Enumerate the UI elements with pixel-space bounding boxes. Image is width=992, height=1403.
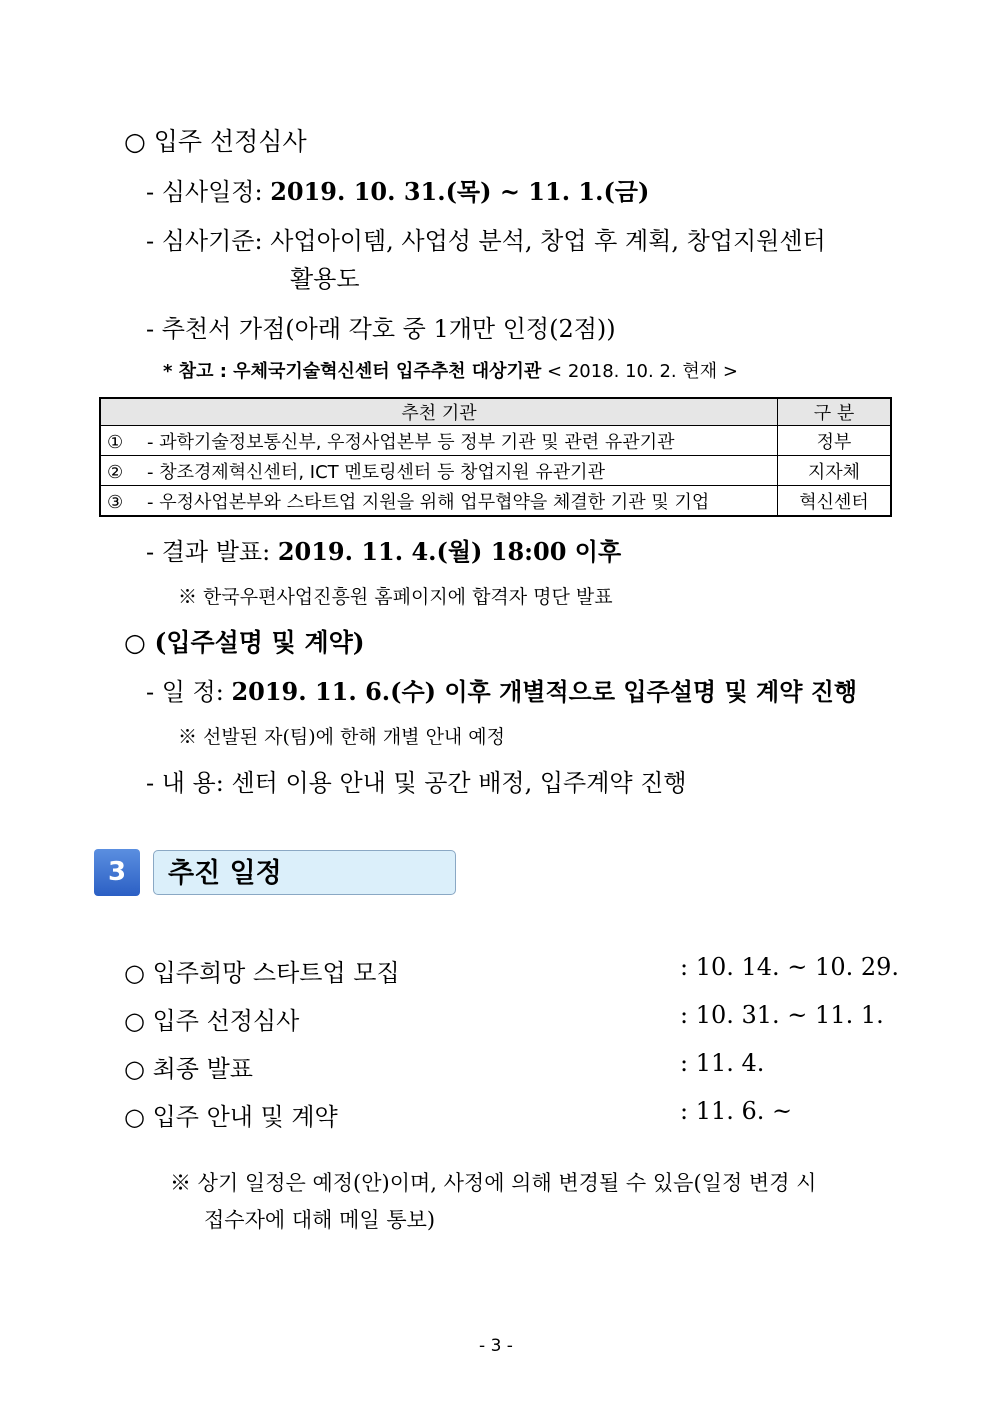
screening-criteria-label: - 심사기준: bbox=[146, 227, 271, 255]
table-row bbox=[100, 456, 891, 486]
screening-criteria-line2: 활용도 bbox=[290, 265, 360, 293]
screening-criteria bbox=[146, 221, 826, 256]
section-title: 추진 일정 bbox=[153, 850, 456, 895]
org-text: - 과학기술정보통신부, 우정사업본부 등 정부 기관 및 관련 유관기관 bbox=[147, 431, 675, 453]
schedule-item-date: : 10. 31. ~ 11. 1. bbox=[680, 1001, 884, 1029]
reference-title: * 참고 : 우체국기술혁신센터 입주추천 대상기관 bbox=[163, 361, 542, 382]
contract-note: ※ 선발된 자(팀)에 한해 개별 안내 예정 bbox=[178, 726, 506, 748]
screening-heading: ○ 입주 선정심사 bbox=[124, 127, 307, 156]
result-note: ※ 한국우편사업진흥원 홈페이지에 합격자 명단 발표 bbox=[178, 586, 613, 608]
contract-heading: ○ (입주설명 및 계약) bbox=[124, 628, 365, 657]
schedule-item-label: ○ 입주 선정심사 bbox=[124, 1007, 300, 1035]
screening-schedule-label: - 심사일정: bbox=[146, 178, 271, 206]
org-text: - 창조경제혁신센터, ICT 멘토링센터 등 창업지원 유관기관 bbox=[147, 461, 605, 483]
type-cell: 지자체 bbox=[778, 456, 892, 486]
schedule-item-label: ○ 입주희망 스타트업 모집 bbox=[124, 959, 400, 987]
schedule-item-date: : 11. 4. bbox=[680, 1049, 765, 1077]
screening-bonus: - 추천서 가점(아래 각호 중 1개만 인정(2점)) bbox=[146, 315, 616, 343]
section-number-badge: 3 bbox=[94, 849, 140, 896]
contract-date-label: - 일 정: bbox=[146, 678, 232, 706]
table-header-row bbox=[100, 398, 891, 426]
schedule-item-label: ○ 최종 발표 bbox=[124, 1055, 253, 1083]
schedule-item-date: : 10. 14. ~ 10. 29. bbox=[680, 953, 900, 981]
screening-criteria-line1: 사업아이템, 사업성 분석, 창업 후 계획, 창업지원센터 bbox=[270, 227, 826, 255]
org-cell bbox=[100, 486, 778, 517]
page-number: - 3 - bbox=[479, 1336, 513, 1356]
screening-schedule bbox=[146, 172, 649, 207]
type-cell: 정부 bbox=[778, 426, 892, 456]
table-row bbox=[100, 486, 891, 517]
footnote-line2: 접수자에 대해 메일 통보) bbox=[204, 1208, 436, 1232]
row-number: ② bbox=[107, 461, 124, 483]
footnote-line1: ※ 상기 일정은 예정(안)이며, 사정에 의해 변경될 수 있음(일정 변경 시 bbox=[170, 1171, 817, 1195]
row-number: ③ bbox=[107, 491, 124, 513]
screening-schedule-value: 2019. 10. 31.(목) ~ 11. 1.(금) bbox=[270, 177, 650, 206]
table-row bbox=[100, 426, 891, 456]
org-text: - 우정사업본부와 스타트업 지원을 위해 업무협약을 체결한 기관 및 기업 bbox=[147, 491, 710, 513]
header-type: 구 분 bbox=[778, 398, 892, 426]
type-cell: 혁신센터 bbox=[778, 486, 892, 517]
schedule-item-label: ○ 입주 안내 및 계약 bbox=[124, 1103, 338, 1131]
reference-date: < 2018. 10. 2. 현재 > bbox=[541, 361, 738, 382]
schedule-item-date: : 11. 6. ~ bbox=[680, 1097, 793, 1125]
contract-content: - 내 용: 센터 이용 안내 및 공간 배정, 입주계약 진행 bbox=[146, 769, 687, 797]
result-label: - 결과 발표: bbox=[146, 538, 278, 566]
result-announcement bbox=[146, 532, 621, 567]
header-org: 추천 기관 bbox=[100, 398, 778, 426]
row-number: ① bbox=[107, 431, 124, 453]
reference-caption bbox=[163, 357, 738, 383]
result-value: 2019. 11. 4.(월) 18:00 이후 bbox=[277, 537, 622, 566]
org-cell bbox=[100, 426, 778, 456]
contract-date-value: 2019. 11. 6.(수) 이후 개별적으로 입주설명 및 계약 진행 bbox=[231, 677, 858, 706]
contract-date bbox=[146, 672, 857, 707]
org-cell bbox=[100, 456, 778, 486]
reference-table bbox=[99, 397, 892, 517]
